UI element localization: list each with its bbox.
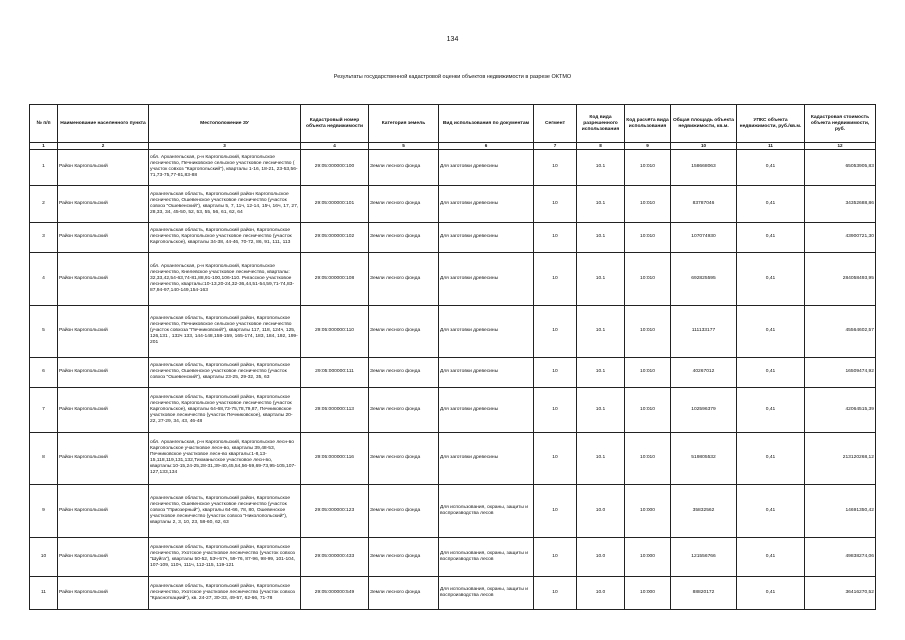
row-number: 8 [30, 432, 58, 484]
column-number: 2 [58, 143, 149, 150]
calc-code-cell: 10:000 [625, 576, 671, 609]
cadastral-value-cell: 65053905,83 [805, 149, 876, 185]
land-category-cell: Земли лесного фонда [369, 537, 439, 576]
table-row [30, 537, 876, 576]
row-number: 3 [30, 222, 58, 252]
segment-cell: 10 [534, 185, 577, 222]
use-code-cell: 10.0 [577, 484, 625, 537]
row-number: 5 [30, 305, 58, 357]
location-cell: Архангельская область, Каргопольский район, Каргопольское лесничество, Ошевенское участковое лесничество (участок совхоз "Приозерный"), кварталы 64-66, 78, 80, Ошевенское участковое лесничество (участок совхоз "Николопольский"), кварталы 2, 3, 10, 23, 58-60, 62, 63 [149, 484, 301, 537]
column-header: № п/п [30, 105, 58, 143]
table-row [30, 357, 876, 387]
column-number: 7 [534, 143, 577, 150]
segment-cell: 10 [534, 576, 577, 609]
upks-cell: 0,41 [737, 149, 805, 185]
column-number: 4 [301, 143, 369, 150]
column-header: Кадастровая стоимость объекта недвижимости, руб. [805, 105, 876, 143]
column-number: 10 [671, 143, 737, 150]
location-cell: обл. Архангельская, р-н Каргопольский, Каргопольское лесничество, Печниковское сельское участковое лесничество ( участок совхоз "Каргопольский"), кварталы 1-16, 18-21, 23-53,56-71,73-75,77-81,83-88 [149, 149, 301, 185]
column-header: Вид использования по документам [439, 105, 534, 143]
column-header: Общая площадь объекта недвижимости, кв.м. [671, 105, 737, 143]
cadastral-number-cell: 29:05:000000:101 [301, 185, 369, 222]
upks-cell: 0,41 [737, 537, 805, 576]
upks-cell: 0,41 [737, 576, 805, 609]
location-cell: обл. Архангельская, р-н Каргопольский, Каргопольское лесничество, Кнелевское участковое лесничество, кварталы: 32,33,42,54-63,74-81,88,91-100,106-110. Ригасское участковое лесничество, кварталы:10-13,20-24,32-36,44,51-54,59,71-74,83-87,94-97,140-149,154-163 [149, 252, 301, 305]
use-type-cell: Для использования, охраны, защиты и воспроизводства лесов [439, 576, 534, 609]
segment-cell: 10 [534, 387, 577, 432]
area-cell: 158668063 [671, 149, 737, 185]
use-code-cell: 10.1 [577, 387, 625, 432]
area-cell: 519805532 [671, 432, 737, 484]
land-category-cell: Земли лесного фонда [369, 576, 439, 609]
location-cell: Архангельская область, Каргопольский район Каргопольское лесничество, Ошевенское участковое лесничество (участок совхоз "Ошевенский"), кварталы 5, 7, 11ч, 12-14, 15ч, 16ч, 17, 27, 28,33, 34, 45-50, 52, 53, 55, 56, 61, 62, 64 [149, 185, 301, 222]
upks-cell: 0,41 [737, 432, 805, 484]
area-cell: 35832562 [671, 484, 737, 537]
table-row [30, 387, 876, 432]
land-category-cell: Земли лесного фонда [369, 222, 439, 252]
column-header: Наименование населенного пункта [58, 105, 149, 143]
use-code-cell: 10.1 [577, 357, 625, 387]
upks-cell: 0,41 [737, 252, 805, 305]
calc-code-cell: 10:010 [625, 185, 671, 222]
table-row [30, 484, 876, 537]
land-category-cell: Земли лесного фонда [369, 484, 439, 537]
cadastral-number-cell: 29:05:000000:433 [301, 537, 369, 576]
location-cell: Архангельская область, Каргопольский район, Каргопольское лесничество, Каргопольское участковое лесничество (участок Каргопольское), кварталы 34-38, 44-46, 70-72, 86, 91, 111, 113 [149, 222, 301, 252]
segment-cell: 10 [534, 357, 577, 387]
settlement-cell: Район Каргопольский [58, 432, 149, 484]
column-number: 12 [805, 143, 876, 150]
use-type-cell: Для заготовки древесины [439, 387, 534, 432]
row-number: 10 [30, 537, 58, 576]
use-type-cell: Для заготовки древесины [439, 432, 534, 484]
segment-cell: 10 [534, 537, 577, 576]
land-category-cell: Земли лесного фонда [369, 305, 439, 357]
column-header: Категория земель [369, 105, 439, 143]
use-code-cell: 10.1 [577, 252, 625, 305]
location-cell: обл. Архангельская, р-н Каргопольский, Каргопольское лесн-во Каргопольское участковое лесн-во, кварталы 39,48-53, Печниковское участковое лесн-во кварталы:1-8,13-15,118,119,131,132,Тихманьгское участковое лесн-во, кварталы:10-15,24-25,28-31,39-40,45,54,56-59,69-73,95-105,107-127,133,134 [149, 432, 301, 484]
location-cell: Архангельская область, Каргопольский район, Каргопольское лесничество, Ухотское участковое лесничество (участок совхоз "Шуйга"), кварталы 50-52, 53ч-57ч, 59-76, 87-96, 98-99, 101-104, 107-109, 110ч, 111ч, 112-115, 119-121 [149, 537, 301, 576]
use-type-cell: Для использования, охраны, защиты и воспроизводства лесов [439, 484, 534, 537]
cadastral-value-cell: 36416270,52 [805, 576, 876, 609]
calc-code-cell: 10:010 [625, 252, 671, 305]
settlement-cell: Район Каргопольский [58, 185, 149, 222]
calc-code-cell: 10:010 [625, 149, 671, 185]
header-row [30, 105, 876, 143]
location-cell: Архангельская область, Каргопольский район, Каргопольское лесничество, Печниковское сельское участковое лесничество (участок совхоза "Печниковский"), кварталы 117, 118, 124ч, 125, 126,131 , 132ч 133, 144-148,158-159, 165-174, 183, 184, 192, 199-201 [149, 305, 301, 357]
table-row [30, 185, 876, 222]
use-code-cell: 10.0 [577, 537, 625, 576]
cadastral-number-cell: 29:05:000000:549 [301, 576, 369, 609]
use-type-cell: Для заготовки древесины [439, 149, 534, 185]
use-code-cell: 10.1 [577, 185, 625, 222]
segment-cell: 10 [534, 252, 577, 305]
segment-cell: 10 [534, 149, 577, 185]
area-cell: 692825595 [671, 252, 737, 305]
cadastral-value-cell: 213120268,12 [805, 432, 876, 484]
segment-cell: 10 [534, 222, 577, 252]
use-code-cell: 10.0 [577, 576, 625, 609]
table-row [30, 305, 876, 357]
upks-cell: 0,41 [737, 222, 805, 252]
land-category-cell: Земли лесного фонда [369, 252, 439, 305]
cadastral-number-cell: 29:05:000000:116 [301, 432, 369, 484]
settlement-cell: Район Каргопольский [58, 222, 149, 252]
column-header: Код вида разрешенного использования [577, 105, 625, 143]
land-category-cell: Земли лесного фонда [369, 149, 439, 185]
upks-cell: 0,41 [737, 387, 805, 432]
use-code-cell: 10.1 [577, 432, 625, 484]
cadastral-value-cell: 16509474,92 [805, 357, 876, 387]
column-header: УПКС объекта недвижимости, руб./кв.м. [737, 105, 805, 143]
cadastral-value-cell: 14691350,42 [805, 484, 876, 537]
cadastral-value-cell: 284058493,95 [805, 252, 876, 305]
column-number: 1 [30, 143, 58, 150]
calc-code-cell: 10:010 [625, 432, 671, 484]
table-row [30, 149, 876, 185]
calc-code-cell: 10:010 [625, 357, 671, 387]
valuation-table [29, 104, 876, 610]
land-category-cell: Земли лесного фонда [369, 432, 439, 484]
cadastral-number-cell: 29:05:000000:102 [301, 222, 369, 252]
settlement-cell: Район Каргопольский [58, 252, 149, 305]
use-type-cell: Для использования, охраны, защиты и воспроизводства лесов [439, 537, 534, 576]
cadastral-value-cell: 42064515,39 [805, 387, 876, 432]
cadastral-value-cell: 34352688,86 [805, 185, 876, 222]
calc-code-cell: 10:010 [625, 222, 671, 252]
column-number: 3 [149, 143, 301, 150]
cadastral-value-cell: 43900721,30 [805, 222, 876, 252]
row-number: 4 [30, 252, 58, 305]
table-row [30, 576, 876, 609]
table-row [30, 252, 876, 305]
column-header: Сегмент [534, 105, 577, 143]
calc-code-cell: 10:000 [625, 537, 671, 576]
area-cell: 111133177 [671, 305, 737, 357]
row-number: 11 [30, 576, 58, 609]
row-number: 9 [30, 484, 58, 537]
calc-code-cell: 10:010 [625, 305, 671, 357]
use-code-cell: 10.1 [577, 149, 625, 185]
upks-cell: 0,41 [737, 357, 805, 387]
column-header: Код расчёта вида использования [625, 105, 671, 143]
area-cell: 102596379 [671, 387, 737, 432]
use-type-cell: Для заготовки древесины [439, 252, 534, 305]
use-type-cell: Для заготовки древесины [439, 305, 534, 357]
settlement-cell: Район Каргопольский [58, 305, 149, 357]
use-type-cell: Для заготовки древесины [439, 222, 534, 252]
cadastral-number-cell: 29:05:000000:113 [301, 387, 369, 432]
cadastral-number-cell: 29:05:000000:100 [301, 149, 369, 185]
table-row [30, 222, 876, 252]
cadastral-number-cell: 29:05:000000:111 [301, 357, 369, 387]
column-number: 8 [577, 143, 625, 150]
column-number: 11 [737, 143, 805, 150]
location-cell: Архангельская область, Каргопольский район, Каргопольское лесничество, Ухотское участковое лесничество (участок совхоз "Красноткацкий"), кв. 24-27, 30-33, 49-57, 62-66, 71-78 [149, 576, 301, 609]
area-cell: 88820172 [671, 576, 737, 609]
land-category-cell: Земли лесного фонда [369, 387, 439, 432]
cadastral-number-cell: 29:05:000000:108 [301, 252, 369, 305]
upks-cell: 0,41 [737, 305, 805, 357]
page-number: 134 [446, 36, 459, 43]
cadastral-value-cell: 45564602,57 [805, 305, 876, 357]
use-code-cell: 10.1 [577, 305, 625, 357]
table-body [30, 149, 876, 609]
calc-code-cell: 10:010 [625, 387, 671, 432]
cadastral-number-cell: 29:05:000000:123 [301, 484, 369, 537]
table-row [30, 432, 876, 484]
settlement-cell: Район Каргопольский [58, 537, 149, 576]
settlement-cell: Район Каргопольский [58, 576, 149, 609]
settlement-cell: Район Каргопольский [58, 387, 149, 432]
column-header: Местоположение ЗУ [149, 105, 301, 143]
calc-code-cell: 10:000 [625, 484, 671, 537]
location-cell: Архангельская область, Каргопольский район, Каргопольское лесничество, Ошевенское участковое лесничество (участок совхоз "Ошевенский"), кварталы 23-25, 29-32, 35, 63 [149, 357, 301, 387]
settlement-cell: Район Каргопольский [58, 149, 149, 185]
column-number: 9 [625, 143, 671, 150]
area-cell: 83787046 [671, 185, 737, 222]
upks-cell: 0,41 [737, 484, 805, 537]
cadastral-value-cell: 49838274,06 [805, 537, 876, 576]
row-number: 1 [30, 149, 58, 185]
area-cell: 107074930 [671, 222, 737, 252]
segment-cell: 10 [534, 432, 577, 484]
cadastral-number-cell: 29:05:000000:110 [301, 305, 369, 357]
land-category-cell: Земли лесного фонда [369, 357, 439, 387]
use-type-cell: Для заготовки древесины [439, 185, 534, 222]
location-cell: Архангельская область, Каргопольский район, Каргопольское лесничество, Каргопольское участковое лесничество (участок Каргопольское), кварталы 64-68,73-75,78,79,87, Печниковское участковое лесничество (участок Печниковское), кварталы 20-22, 27-29, 34, 43, 46-48 [149, 387, 301, 432]
area-cell: 40267012 [671, 357, 737, 387]
upks-cell: 0,41 [737, 185, 805, 222]
area-cell: 121556766 [671, 537, 737, 576]
row-number: 6 [30, 357, 58, 387]
column-number: 5 [369, 143, 439, 150]
column-header: Кадастровый номер объекта недвижимости [301, 105, 369, 143]
row-number: 7 [30, 387, 58, 432]
land-category-cell: Земли лесного фонда [369, 185, 439, 222]
use-type-cell: Для заготовки древесины [439, 357, 534, 387]
segment-cell: 10 [534, 305, 577, 357]
document-title: Результаты государственной кадастровой оценки объектов недвижимости в разрезе ОКТМО [333, 74, 572, 80]
settlement-cell: Район Каргопольский [58, 484, 149, 537]
settlement-cell: Район Каргопольский [58, 357, 149, 387]
use-code-cell: 10.1 [577, 222, 625, 252]
column-number: 6 [439, 143, 534, 150]
segment-cell: 10 [534, 484, 577, 537]
row-number: 2 [30, 185, 58, 222]
